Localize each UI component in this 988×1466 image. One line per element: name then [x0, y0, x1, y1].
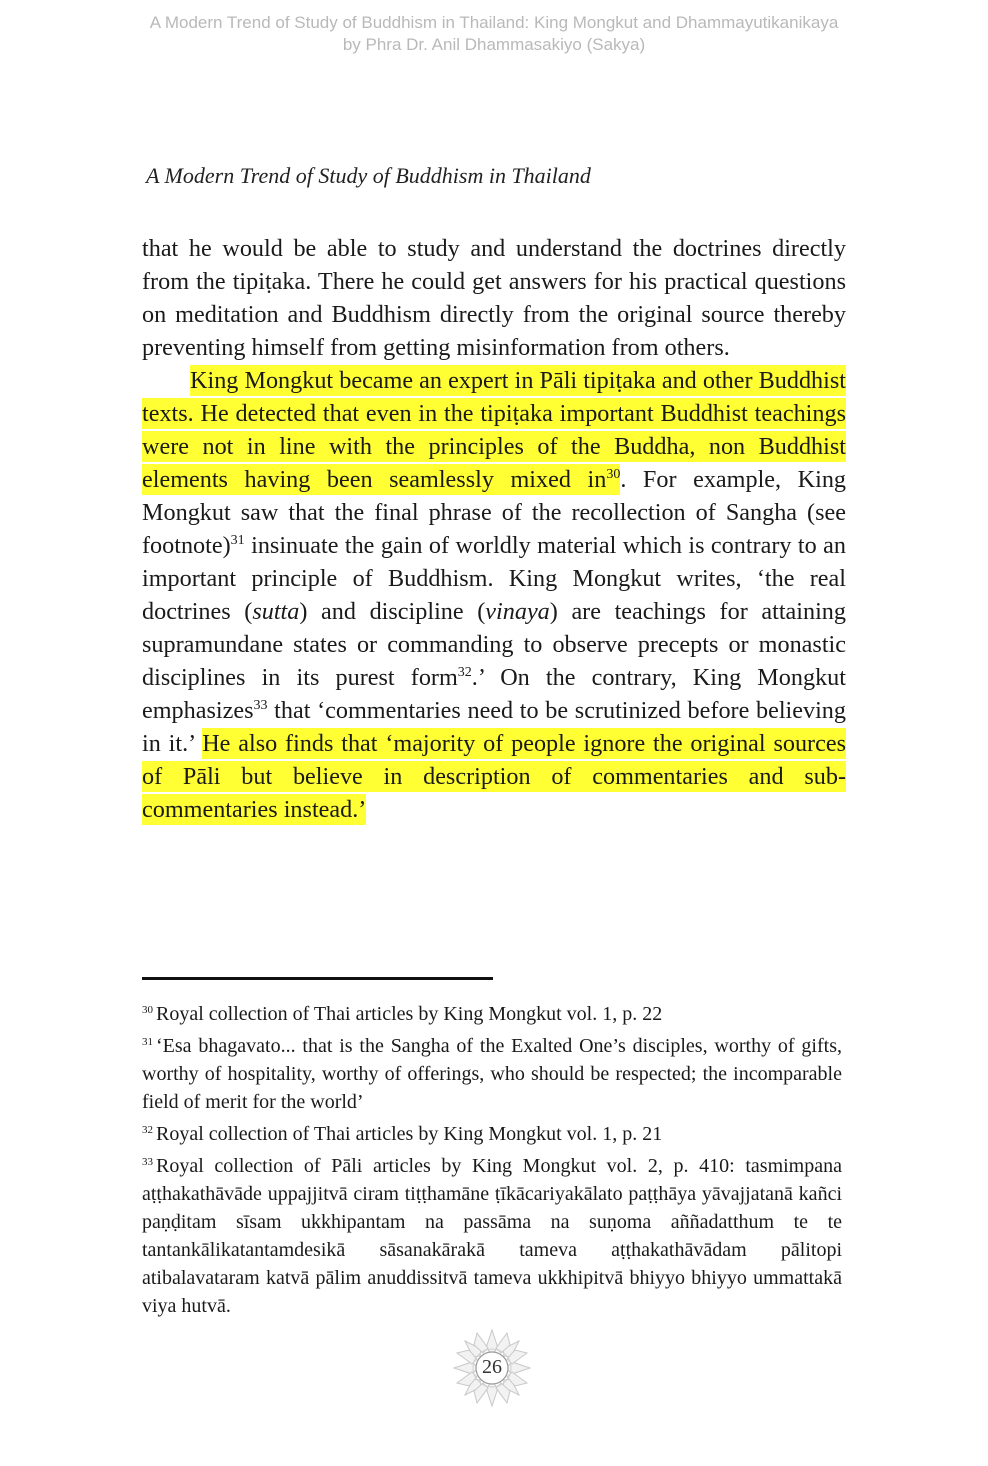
footnote-33: [142, 1152, 842, 1320]
footnote-ref-30[interactable]: 30: [606, 467, 621, 482]
paragraph-2-text-a: . For example, King Mongkut saw that the final phrase of the recollection of Sangha (see footnote): [142, 466, 847, 559]
footnote-31: [142, 1032, 842, 1116]
paragraph-2-text-c: ) and discipline (: [299, 598, 486, 625]
header-author: by Phra Dr. Anil Dhammasakiyo (Sakya): [342, 35, 646, 54]
footnote-30: [142, 1000, 842, 1028]
paragraph-2-text-f: that ‘commentaries need to be scrutinized before believing in it.’: [142, 697, 846, 757]
paragraph-2: [142, 364, 846, 826]
footnote-text: Royal collection of Thai articles by King Mongkut vol. 1, p. 21: [156, 1123, 663, 1145]
footnote-text: Royal collection of Pāli articles by King Mongkut vol. 2, p. 410: tasmimpana aṭṭhakathāvāde uppajjitvā ciram tiṭṭhamāne ṭīkācariyakālato paṭṭhāya yāvajjatanā kañci paṇḍitam sīsam ukkhipantam na passāma na suṇoma aññadatthum te te tantankālikatantamdesikā sāsanakārakā tameva aṭṭhakathāvādam pālitopi atibalavataram katvā pālim anuddissitvā tameva ukkhipitvā bhiyyo bhiyyo ummattakā viya hutvā.: [142, 1155, 842, 1317]
footnote-number: 31: [142, 1036, 153, 1048]
footnote-ref-31[interactable]: 31: [230, 533, 245, 548]
document-header: [0, 12, 988, 56]
body-text: [142, 232, 846, 826]
highlight-1-text: King Mongkut became an expert in Pāli tipiṭaka and other Buddhist texts. He detected that even in the tipiṭaka important Buddhist teachings were not in line with the principles of the Buddha, non Buddhist elements having been seamlessly mixed in: [142, 367, 846, 493]
header-title: A Modern Trend of Study of Buddhism in Thailand: King Mongkut and Dhammayutikanikaya: [149, 13, 839, 32]
footnote-ref-33[interactable]: 33: [253, 698, 268, 713]
paragraph-2-text-b: insinuate the gain of worldly material which is contrary to an important principle of Buddhism. King Mongkut writes, ‘the real doctrines (: [142, 532, 846, 625]
footnote-number: 30: [142, 1004, 153, 1016]
footnote-ref-32[interactable]: 32: [457, 665, 472, 680]
footnotes: [142, 1000, 842, 1320]
running-head: A Modern Trend of Study of Buddhism in Thailand: [146, 163, 591, 188]
paragraph-1: that he would be able to study and understand the doctrines directly from the tipiṭaka. There he could get answers for his practical questions on meditation and Buddhism directly from the original source thereby preventing himself from getting misinformation from others.: [142, 235, 846, 361]
footnote-32: [142, 1120, 842, 1148]
footnote-number: 32: [142, 1124, 153, 1136]
paragraph-2-text-d: ) are teachings for attaining supramundane states or commanding to observe precepts or monastic disciplines in its purest form: [142, 598, 846, 691]
footnote-divider: [142, 977, 493, 980]
paragraph-2-text-e: .’ On the contrary, King Mongkut emphasizes: [142, 664, 846, 724]
highlight-2: He also finds that ‘majority of people ignore the original sources of Pāli but believe in description of commentaries and sub-commentaries instead.’: [142, 730, 846, 823]
footnote-text: Royal collection of Thai articles by King Mongkut vol. 1, p. 22: [156, 1003, 663, 1025]
term-vinaya: vinaya: [485, 598, 550, 625]
term-sutta: sutta: [252, 598, 300, 625]
footnote-text: ‘Esa bhagavato... that is the Sangha of the Exalted One’s disciples, worthy of gifts, worthy of hospitality, worthy of offerings, who should be respected; the incomparable field of merit for the world’: [142, 1035, 842, 1113]
page-number: 26: [482, 1356, 502, 1378]
footnote-number: 33: [142, 1156, 153, 1168]
page-number-ornament: [452, 1328, 532, 1408]
